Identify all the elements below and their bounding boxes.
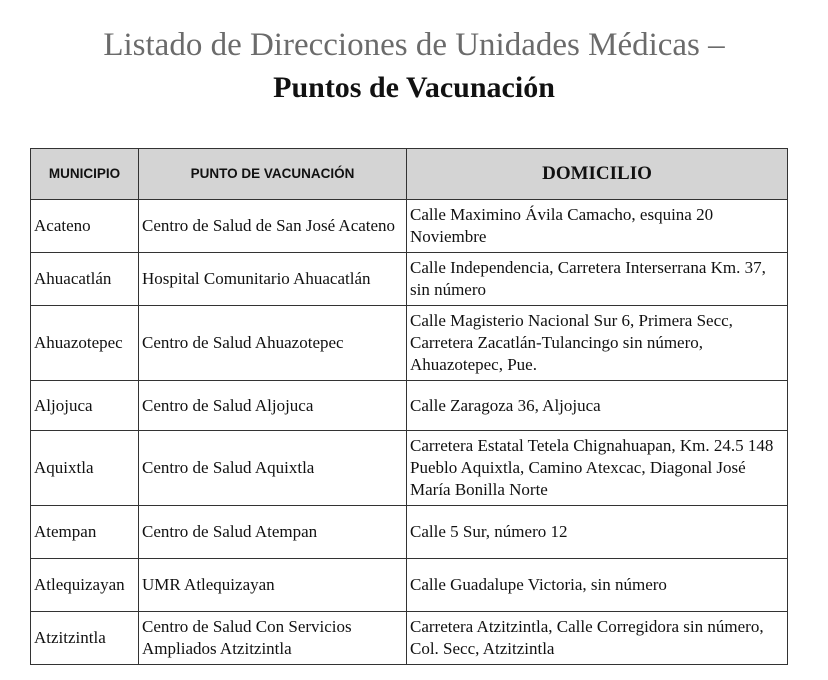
cell-punto: Centro de Salud Aljojuca xyxy=(139,381,407,431)
header-punto-vacunacion: PUNTO DE VACUNACIÓN xyxy=(139,149,407,200)
cell-domicilio: Calle Magisterio Nacional Sur 6, Primera Secc, Carretera Zacatlán-Tulancingo sin número, Ahuazotepec, Pue. xyxy=(407,306,788,381)
table-row xyxy=(31,200,788,253)
table-row xyxy=(31,253,788,306)
cell-municipio: Acateno xyxy=(31,200,139,253)
vaccination-table xyxy=(30,148,788,665)
table-row xyxy=(31,381,788,431)
cell-municipio: Ahuacatlán xyxy=(31,253,139,306)
cell-municipio: Ahuazotepec xyxy=(31,306,139,381)
cell-punto: Centro de Salud Ahuazotepec xyxy=(139,306,407,381)
cell-domicilio: Calle Independencia, Carretera Interserrana Km. 37, sin número xyxy=(407,253,788,306)
table-row xyxy=(31,559,788,612)
cell-punto: Centro de Salud Con Servicios Ampliados Atzitzintla xyxy=(139,612,407,665)
cell-punto: Centro de Salud Atempan xyxy=(139,506,407,559)
cell-domicilio: Calle Zaragoza 36, Aljojuca xyxy=(407,381,788,431)
cell-domicilio: Calle 5 Sur, número 12 xyxy=(407,506,788,559)
table-row xyxy=(31,612,788,665)
cell-municipio: Aquixtla xyxy=(31,431,139,506)
cell-domicilio: Carretera Estatal Tetela Chignahuapan, Km. 24.5 148 Pueblo Aquixtla, Camino Atexcac, Diagonal José María Bonilla Norte xyxy=(407,431,788,506)
page-title-line2: Puntos de Vacunación xyxy=(273,71,555,104)
page-title-line1: Listado de Direcciones de Unidades Médicas – xyxy=(103,27,725,63)
header-municipio: MUNICIPIO xyxy=(31,149,139,200)
cell-punto: Centro de Salud de San José Acateno xyxy=(139,200,407,253)
table-row xyxy=(31,431,788,506)
cell-municipio: Aljojuca xyxy=(31,381,139,431)
table-header-row xyxy=(31,149,788,200)
cell-municipio: Atempan xyxy=(31,506,139,559)
cell-domicilio: Carretera Atzitzintla, Calle Corregidora sin número, Col. Secc, Atzitzintla xyxy=(407,612,788,665)
cell-domicilio: Calle Maximino Ávila Camacho, esquina 20 Noviembre xyxy=(407,200,788,253)
cell-punto: UMR Atlequizayan xyxy=(139,559,407,612)
cell-punto: Hospital Comunitario Ahuacatlán xyxy=(139,253,407,306)
cell-punto: Centro de Salud Aquixtla xyxy=(139,431,407,506)
header-domicilio: DOMICILIO xyxy=(407,149,788,200)
cell-domicilio: Calle Guadalupe Victoria, sin número xyxy=(407,559,788,612)
table-row xyxy=(31,306,788,381)
cell-municipio: Atlequizayan xyxy=(31,559,139,612)
cell-municipio: Atzitzintla xyxy=(31,612,139,665)
table-row xyxy=(31,506,788,559)
